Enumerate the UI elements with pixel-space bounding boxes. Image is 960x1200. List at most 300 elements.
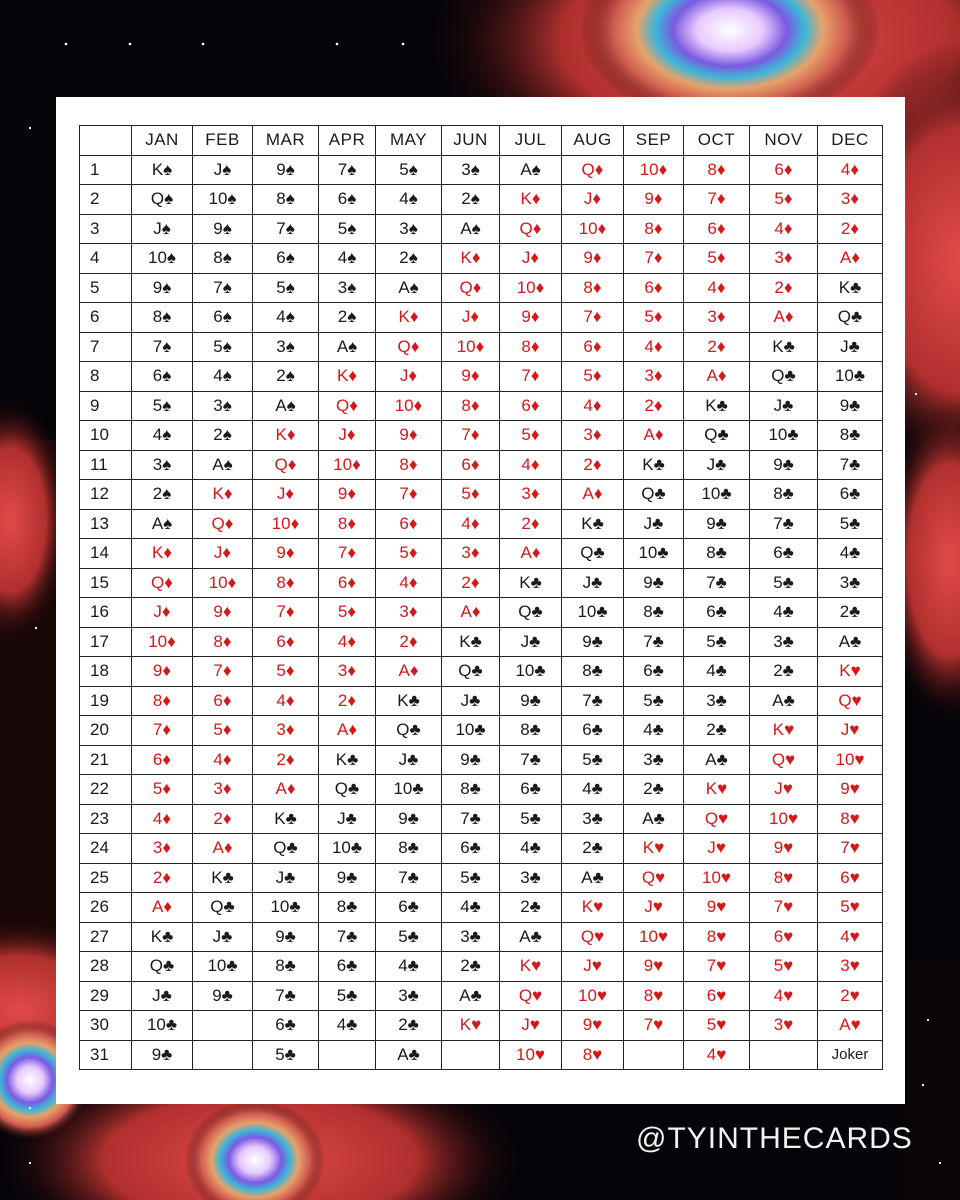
day-number: 8 — [80, 362, 132, 392]
card-cell: 3♣ — [442, 922, 500, 952]
card-cell: 5♠ — [253, 273, 319, 303]
birth-card-table — [79, 125, 883, 1070]
card-cell: J♦ — [193, 539, 253, 569]
card-cell: 10♣ — [818, 362, 883, 392]
card-cell: 6♠ — [319, 185, 376, 215]
card-cell: Q♥ — [500, 981, 562, 1011]
card-cell: 2♦ — [442, 568, 500, 598]
card-cell: 4♠ — [376, 185, 442, 215]
card-cell: 5♣ — [442, 863, 500, 893]
card-cell: 2♠ — [376, 244, 442, 274]
month-header: SEP — [624, 126, 684, 156]
card-cell: J♥ — [500, 1011, 562, 1041]
month-header: JAN — [132, 126, 193, 156]
card-cell: 10♥ — [684, 863, 750, 893]
card-cell: 3♦ — [684, 303, 750, 333]
card-cell: 8♥ — [750, 863, 818, 893]
card-cell: 8♣ — [442, 775, 500, 805]
card-cell: 9♣ — [684, 509, 750, 539]
card-cell: A♠ — [253, 391, 319, 421]
table-row — [80, 1040, 883, 1070]
card-cell: 7♣ — [319, 922, 376, 952]
card-cell: 10♦ — [442, 332, 500, 362]
card-cell: 9♣ — [376, 804, 442, 834]
card-cell: 7♦ — [132, 716, 193, 746]
table-row — [80, 450, 883, 480]
card-cell: A♣ — [750, 686, 818, 716]
card-cell: J♣ — [684, 450, 750, 480]
card-cell: 10♠ — [132, 244, 193, 274]
card-cell: 6♣ — [442, 834, 500, 864]
table-row — [80, 568, 883, 598]
card-cell: 7♥ — [624, 1011, 684, 1041]
card-cell: A♣ — [624, 804, 684, 834]
card-cell: 6♣ — [684, 598, 750, 628]
card-cell: 4♣ — [684, 657, 750, 687]
card-cell: 9♦ — [319, 480, 376, 510]
card-cell: K♣ — [193, 863, 253, 893]
card-cell: A♣ — [818, 627, 883, 657]
card-cell: 8♠ — [132, 303, 193, 333]
table-row — [80, 893, 883, 923]
card-cell: 6♥ — [818, 863, 883, 893]
card-cell: 3♣ — [500, 863, 562, 893]
card-cell: 3♦ — [132, 834, 193, 864]
card-cell: 9♦ — [562, 244, 624, 274]
day-number: 23 — [80, 804, 132, 834]
card-cell: 2♦ — [253, 745, 319, 775]
card-cell: 9♣ — [500, 686, 562, 716]
day-number: 12 — [80, 480, 132, 510]
card-cell: J♣ — [562, 568, 624, 598]
card-cell: 10♣ — [684, 480, 750, 510]
card-cell: 2♠ — [253, 362, 319, 392]
card-cell: 9♠ — [132, 273, 193, 303]
card-cell: 9♦ — [253, 539, 319, 569]
table-row — [80, 863, 883, 893]
card-cell: 3♣ — [684, 686, 750, 716]
card-cell — [319, 1040, 376, 1070]
table-row — [80, 480, 883, 510]
card-cell: 8♦ — [132, 686, 193, 716]
card-cell: 2♣ — [624, 775, 684, 805]
card-cell: 3♦ — [253, 716, 319, 746]
card-cell: A♦ — [500, 539, 562, 569]
card-cell: 5♦ — [684, 244, 750, 274]
day-number: 4 — [80, 244, 132, 274]
card-cell: 8♦ — [500, 332, 562, 362]
card-cell: 5♣ — [750, 568, 818, 598]
card-cell: 9♣ — [319, 863, 376, 893]
card-cell: 2♣ — [442, 952, 500, 982]
card-cell: 10♥ — [500, 1040, 562, 1070]
card-cell: Q♦ — [193, 509, 253, 539]
day-number: 26 — [80, 893, 132, 923]
day-number: 11 — [80, 450, 132, 480]
card-cell: 3♣ — [562, 804, 624, 834]
card-cell: 10♥ — [750, 804, 818, 834]
card-cell: 8♣ — [376, 834, 442, 864]
card-cell: J♣ — [132, 981, 193, 1011]
card-cell: 9♦ — [132, 657, 193, 687]
table-row — [80, 745, 883, 775]
card-cell: K♦ — [132, 539, 193, 569]
calendar-panel — [56, 97, 905, 1104]
card-cell: 9♥ — [684, 893, 750, 923]
card-cell: K♣ — [562, 509, 624, 539]
card-cell: 7♣ — [818, 450, 883, 480]
card-cell: 6♣ — [624, 657, 684, 687]
card-cell: 6♥ — [684, 981, 750, 1011]
card-cell: Q♣ — [376, 716, 442, 746]
card-cell: Q♣ — [319, 775, 376, 805]
day-number: 28 — [80, 952, 132, 982]
card-cell: 5♦ — [132, 775, 193, 805]
card-cell: 7♦ — [376, 480, 442, 510]
card-cell: 6♦ — [193, 686, 253, 716]
card-cell: 9♣ — [132, 1040, 193, 1070]
card-cell: 3♥ — [750, 1011, 818, 1041]
card-cell: 2♥ — [818, 981, 883, 1011]
card-cell: 7♦ — [624, 244, 684, 274]
card-cell: K♣ — [132, 922, 193, 952]
card-cell: A♣ — [500, 922, 562, 952]
card-cell: 9♠ — [193, 214, 253, 244]
day-number: 13 — [80, 509, 132, 539]
card-cell: 8♣ — [500, 716, 562, 746]
card-cell: 6♣ — [319, 952, 376, 982]
card-cell: 10♥ — [624, 922, 684, 952]
day-number: 7 — [80, 332, 132, 362]
card-cell: 10♦ — [253, 509, 319, 539]
card-cell: 6♦ — [624, 273, 684, 303]
card-cell: K♦ — [253, 421, 319, 451]
card-cell: 4♦ — [376, 568, 442, 598]
card-cell: 5♥ — [750, 952, 818, 982]
card-cell: 7♥ — [684, 952, 750, 982]
card-cell: 4♦ — [818, 155, 883, 185]
card-cell: 2♦ — [624, 391, 684, 421]
card-cell: K♦ — [193, 480, 253, 510]
card-cell: Q♦ — [562, 155, 624, 185]
table-row — [80, 214, 883, 244]
card-cell: J♥ — [750, 775, 818, 805]
card-cell: 8♣ — [684, 539, 750, 569]
card-cell: 10♣ — [562, 598, 624, 628]
card-cell: 3♦ — [750, 244, 818, 274]
card-cell: 8♦ — [562, 273, 624, 303]
card-cell: 5♦ — [319, 598, 376, 628]
card-cell: 4♥ — [818, 922, 883, 952]
card-cell: 10♣ — [319, 834, 376, 864]
card-cell — [624, 1040, 684, 1070]
card-cell: 3♦ — [818, 185, 883, 215]
table-row — [80, 716, 883, 746]
joker-card-cell: Joker — [818, 1040, 883, 1070]
table-row — [80, 391, 883, 421]
card-cell: J♣ — [750, 391, 818, 421]
card-cell: 4♠ — [253, 303, 319, 333]
card-cell: A♦ — [319, 716, 376, 746]
card-cell: K♣ — [319, 745, 376, 775]
card-cell: 9♠ — [253, 155, 319, 185]
card-cell: 6♣ — [562, 716, 624, 746]
card-cell: 4♦ — [442, 509, 500, 539]
card-cell: 2♦ — [376, 627, 442, 657]
card-cell: 3♥ — [818, 952, 883, 982]
card-cell: 5♣ — [684, 627, 750, 657]
card-cell: K♣ — [684, 391, 750, 421]
card-cell: K♣ — [500, 568, 562, 598]
card-cell: K♥ — [750, 716, 818, 746]
card-cell: J♦ — [562, 185, 624, 215]
table-row — [80, 657, 883, 687]
card-cell: 2♣ — [562, 834, 624, 864]
card-cell: 9♣ — [624, 568, 684, 598]
table-row — [80, 303, 883, 333]
card-cell: 10♠ — [193, 185, 253, 215]
card-cell: 7♣ — [253, 981, 319, 1011]
card-cell: 10♣ — [253, 893, 319, 923]
corner-cell — [80, 126, 132, 156]
card-cell: 7♠ — [253, 214, 319, 244]
month-header: MAR — [253, 126, 319, 156]
card-cell: Q♦ — [132, 568, 193, 598]
card-cell: 3♦ — [624, 362, 684, 392]
card-cell: 5♠ — [376, 155, 442, 185]
card-cell: 10♣ — [500, 657, 562, 687]
table-row — [80, 627, 883, 657]
table-row — [80, 775, 883, 805]
card-cell: 4♣ — [319, 1011, 376, 1041]
card-cell: 2♦ — [132, 863, 193, 893]
card-cell: 4♦ — [132, 804, 193, 834]
card-cell: J♦ — [319, 421, 376, 451]
table-row — [80, 332, 883, 362]
card-cell: 5♦ — [253, 657, 319, 687]
card-cell: Q♥ — [562, 922, 624, 952]
card-cell: 9♦ — [624, 185, 684, 215]
card-cell: 9♥ — [624, 952, 684, 982]
card-cell: 3♠ — [376, 214, 442, 244]
card-cell: 8♦ — [376, 450, 442, 480]
day-number: 15 — [80, 568, 132, 598]
day-number: 16 — [80, 598, 132, 628]
card-cell: 2♣ — [684, 716, 750, 746]
card-cell: 5♣ — [253, 1040, 319, 1070]
card-cell: A♣ — [376, 1040, 442, 1070]
card-cell: 3♠ — [132, 450, 193, 480]
card-cell: J♣ — [319, 804, 376, 834]
card-cell: 7♦ — [319, 539, 376, 569]
table-row — [80, 273, 883, 303]
card-cell: Q♣ — [562, 539, 624, 569]
card-cell: 6♣ — [500, 775, 562, 805]
card-cell: 5♦ — [500, 421, 562, 451]
card-cell: 6♠ — [132, 362, 193, 392]
card-cell: 4♦ — [684, 273, 750, 303]
card-cell: 2♣ — [376, 1011, 442, 1041]
day-number: 31 — [80, 1040, 132, 1070]
card-cell: K♣ — [818, 273, 883, 303]
card-cell: 5♣ — [500, 804, 562, 834]
day-number: 20 — [80, 716, 132, 746]
card-cell: 4♠ — [319, 244, 376, 274]
day-number: 29 — [80, 981, 132, 1011]
card-cell: 7♣ — [376, 863, 442, 893]
day-number: 24 — [80, 834, 132, 864]
day-number: 1 — [80, 155, 132, 185]
card-cell: 6♦ — [500, 391, 562, 421]
card-cell: 5♣ — [376, 922, 442, 952]
card-cell: 5♦ — [442, 480, 500, 510]
card-cell: 8♣ — [253, 952, 319, 982]
card-cell: 10♣ — [442, 716, 500, 746]
card-cell: Q♦ — [442, 273, 500, 303]
card-cell: 3♦ — [562, 421, 624, 451]
card-cell: J♦ — [253, 480, 319, 510]
card-cell: 3♦ — [442, 539, 500, 569]
card-cell: K♥ — [818, 657, 883, 687]
card-cell: 5♦ — [750, 185, 818, 215]
card-cell: 8♣ — [319, 893, 376, 923]
table-row — [80, 509, 883, 539]
card-cell: J♦ — [376, 362, 442, 392]
card-cell: K♦ — [442, 244, 500, 274]
card-cell: J♠ — [132, 214, 193, 244]
card-cell: 7♣ — [500, 745, 562, 775]
day-number: 27 — [80, 922, 132, 952]
card-cell: 10♦ — [193, 568, 253, 598]
card-cell: J♦ — [500, 244, 562, 274]
card-cell: 4♣ — [818, 539, 883, 569]
card-cell: 9♣ — [193, 981, 253, 1011]
card-cell: 5♥ — [684, 1011, 750, 1041]
month-header: AUG — [562, 126, 624, 156]
card-cell: 8♦ — [442, 391, 500, 421]
table-row — [80, 834, 883, 864]
card-cell: 4♥ — [684, 1040, 750, 1070]
card-cell: A♦ — [750, 303, 818, 333]
card-cell: 4♠ — [193, 362, 253, 392]
month-header: OCT — [684, 126, 750, 156]
card-cell: 3♦ — [193, 775, 253, 805]
card-cell: 7♣ — [750, 509, 818, 539]
card-cell: 5♦ — [376, 539, 442, 569]
card-cell: 7♦ — [193, 657, 253, 687]
card-cell: J♥ — [562, 952, 624, 982]
card-cell: K♦ — [319, 362, 376, 392]
card-cell: 9♥ — [750, 834, 818, 864]
card-cell: 8♠ — [193, 244, 253, 274]
card-cell: K♣ — [253, 804, 319, 834]
card-cell: Q♣ — [442, 657, 500, 687]
card-cell: J♣ — [253, 863, 319, 893]
card-cell: 7♦ — [684, 185, 750, 215]
table-row — [80, 922, 883, 952]
card-cell: 8♣ — [562, 657, 624, 687]
card-cell: A♠ — [500, 155, 562, 185]
card-cell: 9♣ — [750, 450, 818, 480]
card-cell: J♥ — [624, 893, 684, 923]
day-number: 9 — [80, 391, 132, 421]
card-cell: Q♣ — [684, 421, 750, 451]
card-cell: Q♣ — [500, 598, 562, 628]
card-cell: 6♦ — [132, 745, 193, 775]
card-cell: 9♣ — [562, 627, 624, 657]
card-cell: 7♥ — [818, 834, 883, 864]
card-cell: 9♣ — [818, 391, 883, 421]
card-cell: A♣ — [562, 863, 624, 893]
card-cell: 7♣ — [684, 568, 750, 598]
card-cell: 6♦ — [442, 450, 500, 480]
card-cell: 3♠ — [319, 273, 376, 303]
card-cell: 2♣ — [750, 657, 818, 687]
card-cell: K♦ — [500, 185, 562, 215]
table-row — [80, 598, 883, 628]
card-cell: 2♠ — [132, 480, 193, 510]
table-row — [80, 244, 883, 274]
card-cell: 7♣ — [442, 804, 500, 834]
card-cell: J♣ — [818, 332, 883, 362]
card-cell: J♣ — [500, 627, 562, 657]
month-header: FEB — [193, 126, 253, 156]
card-cell: 4♦ — [319, 627, 376, 657]
card-cell: 5♥ — [818, 893, 883, 923]
day-number: 5 — [80, 273, 132, 303]
card-cell: Q♠ — [132, 185, 193, 215]
card-cell: 10♣ — [132, 1011, 193, 1041]
card-cell: 9♦ — [500, 303, 562, 333]
card-cell: 5♠ — [132, 391, 193, 421]
card-cell: J♣ — [442, 686, 500, 716]
card-cell: 8♣ — [750, 480, 818, 510]
card-cell: J♣ — [193, 922, 253, 952]
card-cell: K♥ — [500, 952, 562, 982]
card-cell: 8♣ — [818, 421, 883, 451]
card-cell: 10♣ — [624, 539, 684, 569]
card-cell: 9♣ — [253, 922, 319, 952]
card-cell: Q♦ — [376, 332, 442, 362]
card-cell: 8♥ — [624, 981, 684, 1011]
card-cell: 3♠ — [193, 391, 253, 421]
card-cell: 4♦ — [750, 214, 818, 244]
card-cell: 7♦ — [442, 421, 500, 451]
day-number: 2 — [80, 185, 132, 215]
card-cell: 8♦ — [684, 155, 750, 185]
card-cell: A♦ — [562, 480, 624, 510]
card-cell: 4♦ — [253, 686, 319, 716]
month-header: DEC — [818, 126, 883, 156]
card-cell: Q♦ — [319, 391, 376, 421]
card-cell: A♦ — [684, 362, 750, 392]
card-cell: A♦ — [132, 893, 193, 923]
card-cell: 4♣ — [562, 775, 624, 805]
card-cell: 5♣ — [624, 686, 684, 716]
card-cell: Q♥ — [684, 804, 750, 834]
card-cell: 7♦ — [562, 303, 624, 333]
card-cell: 4♣ — [750, 598, 818, 628]
card-cell: 9♦ — [193, 598, 253, 628]
card-cell: Q♦ — [500, 214, 562, 244]
card-cell: 7♠ — [193, 273, 253, 303]
card-cell: 3♣ — [750, 627, 818, 657]
card-cell: A♠ — [442, 214, 500, 244]
card-cell: 7♥ — [750, 893, 818, 923]
card-cell: Q♥ — [818, 686, 883, 716]
month-header: JUN — [442, 126, 500, 156]
card-cell: Q♦ — [253, 450, 319, 480]
